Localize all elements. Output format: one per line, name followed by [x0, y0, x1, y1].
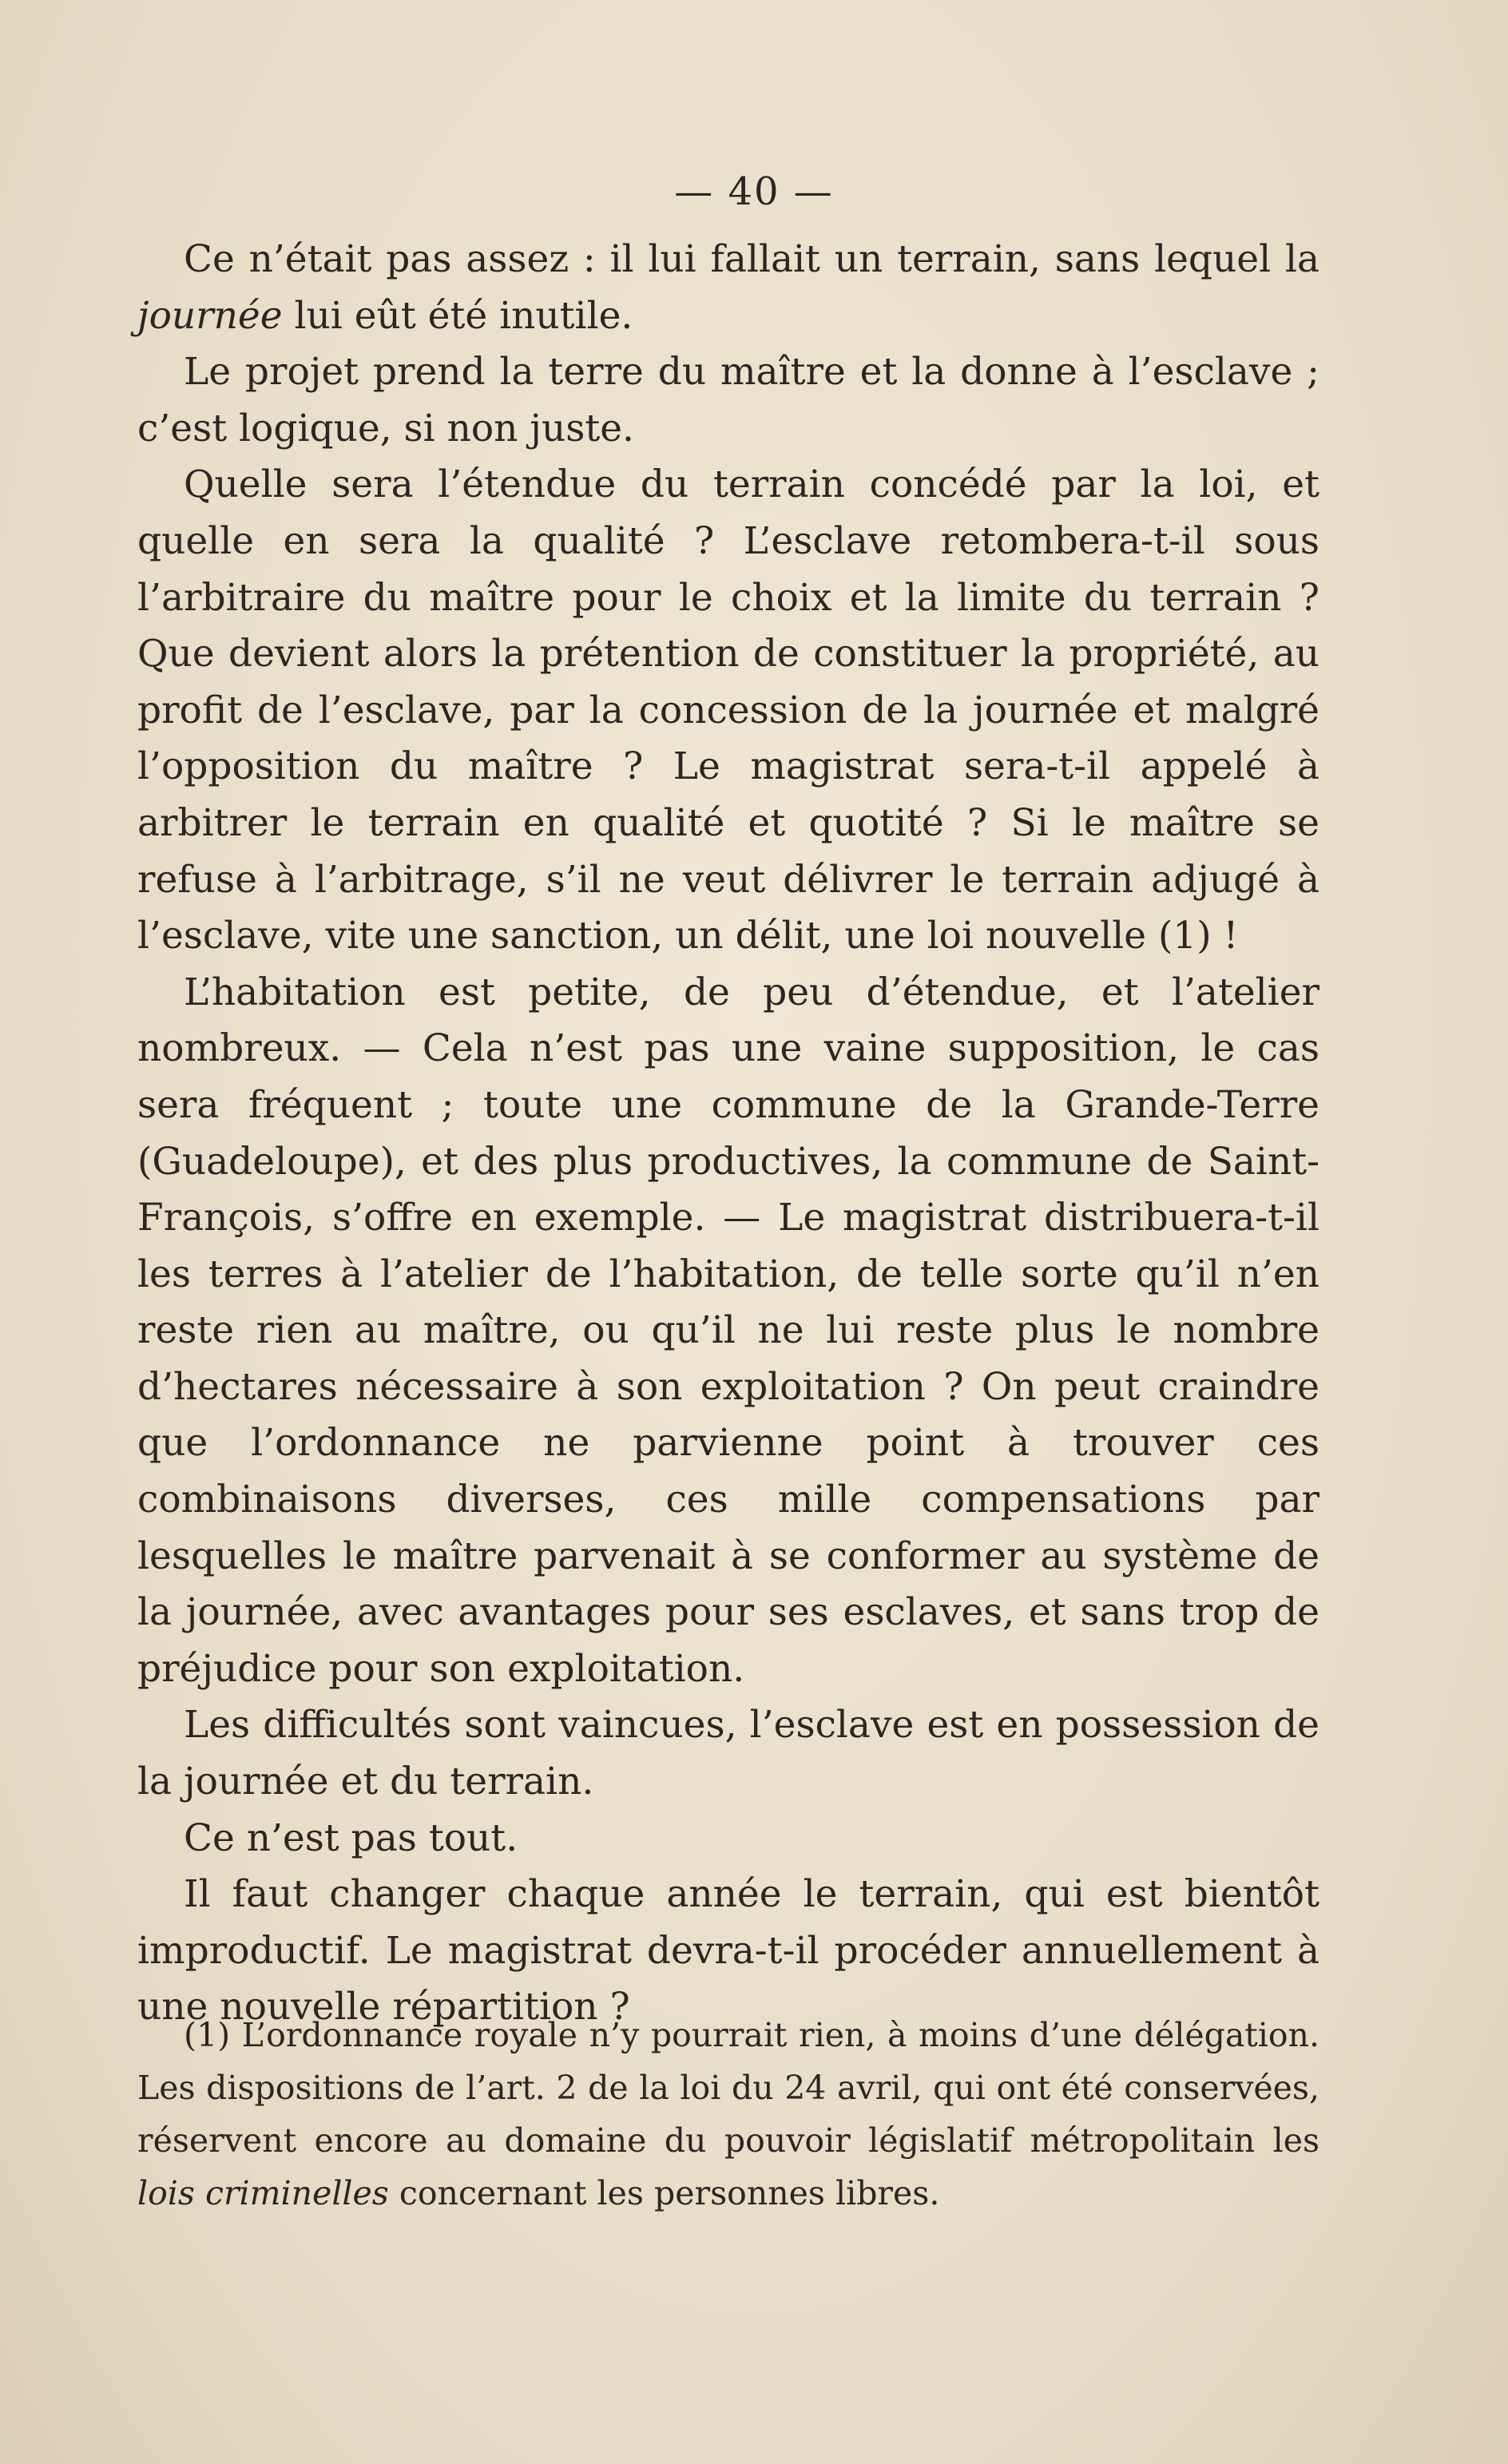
footnote-text-end: concernant les personnes libres.: [388, 2174, 940, 2212]
paragraph-3: Quelle sera l’étendue du terrain concédé par la loi, et quelle en sera la qualité ? L’esclave retombera-t-il sous l’arbitraire du maître pour le choix et la limite du terrain ? Que devient alors la prétention de constituer la propriété, au profit de l’esclave, par la concession de la journée et malgré l’opposition du maître ? Le magistrat sera-t-il appelé à arbitrer le terrain en qualité et quotité ? Si le maître se refuse à l’arbitrage, s’il ne veut délivrer le terrain adjugé à l’esclave, vite une sanction, un délit, une loi nouvelle (1) !: [137, 462, 1320, 958]
footnote-text: (1) L’ordonnance royale n’y pourrait rien, à moins d’une délégation. Les dispositions de l’art. 2 de la loi du 24 avril, qui ont été conservées, réservent encore au domaine du pouvoir législatif métropolitain les: [137, 2016, 1320, 2160]
paragraph-1-rest: lui eût été inutile.: [282, 293, 633, 338]
paragraph-6: Ce n’est pas tout.: [184, 1815, 518, 1860]
paragraph-2: Le projet prend la terre du maître et la donne à l’esclave ; c’est logique, si non juste.: [137, 350, 1320, 450]
footnote-italic: lois criminelles: [137, 2174, 389, 2212]
body-text: [137, 232, 1320, 2036]
paragraph-7: Il faut changer chaque année le terrain, qui est bientôt improductif. Le magistrat devra-t-il procéder annuellement à une nouvelle répartition ?: [137, 1872, 1320, 2030]
paragraph-4: L’habitation est petite, de peu d’étendue, et l’atelier nombreux. — Cela n’est pas une vaine supposition, le cas sera fréquent ; toute une commune de la Grande-Terre (Guadeloupe), et des plus productives, la commune de Saint-François, s’offre en exemple. — Le magistrat distribuera-t-il les terres à l’atelier de l’habitation, de telle sorte qu’il n’en reste rien au maître, ou qu’il ne lui reste plus le nombre d’hectares nécessaire à son exploitation ? On peut craindre que l’ordonnance ne parvienne point à trouver ces combinaisons diverses, ces mille compensations par lesquelles le maître parvenait à se conformer au système de la journée, avec avantages pour ses esclaves, et sans trop de préjudice pour son exploitation.: [137, 970, 1320, 1691]
page-number: — 40 —: [674, 169, 834, 214]
footnote: [137, 2009, 1320, 2220]
paragraph-5: Les difficultés sont vaincues, l’esclave est en possession de la journée et du terrain.: [137, 1703, 1320, 1804]
paragraph-1: [137, 232, 1320, 344]
paragraph-1-italic: journée: [137, 293, 283, 338]
paragraph-1-text: Ce n’était pas assez : il lui fallait un terrain, sans lequel la: [184, 237, 1320, 281]
